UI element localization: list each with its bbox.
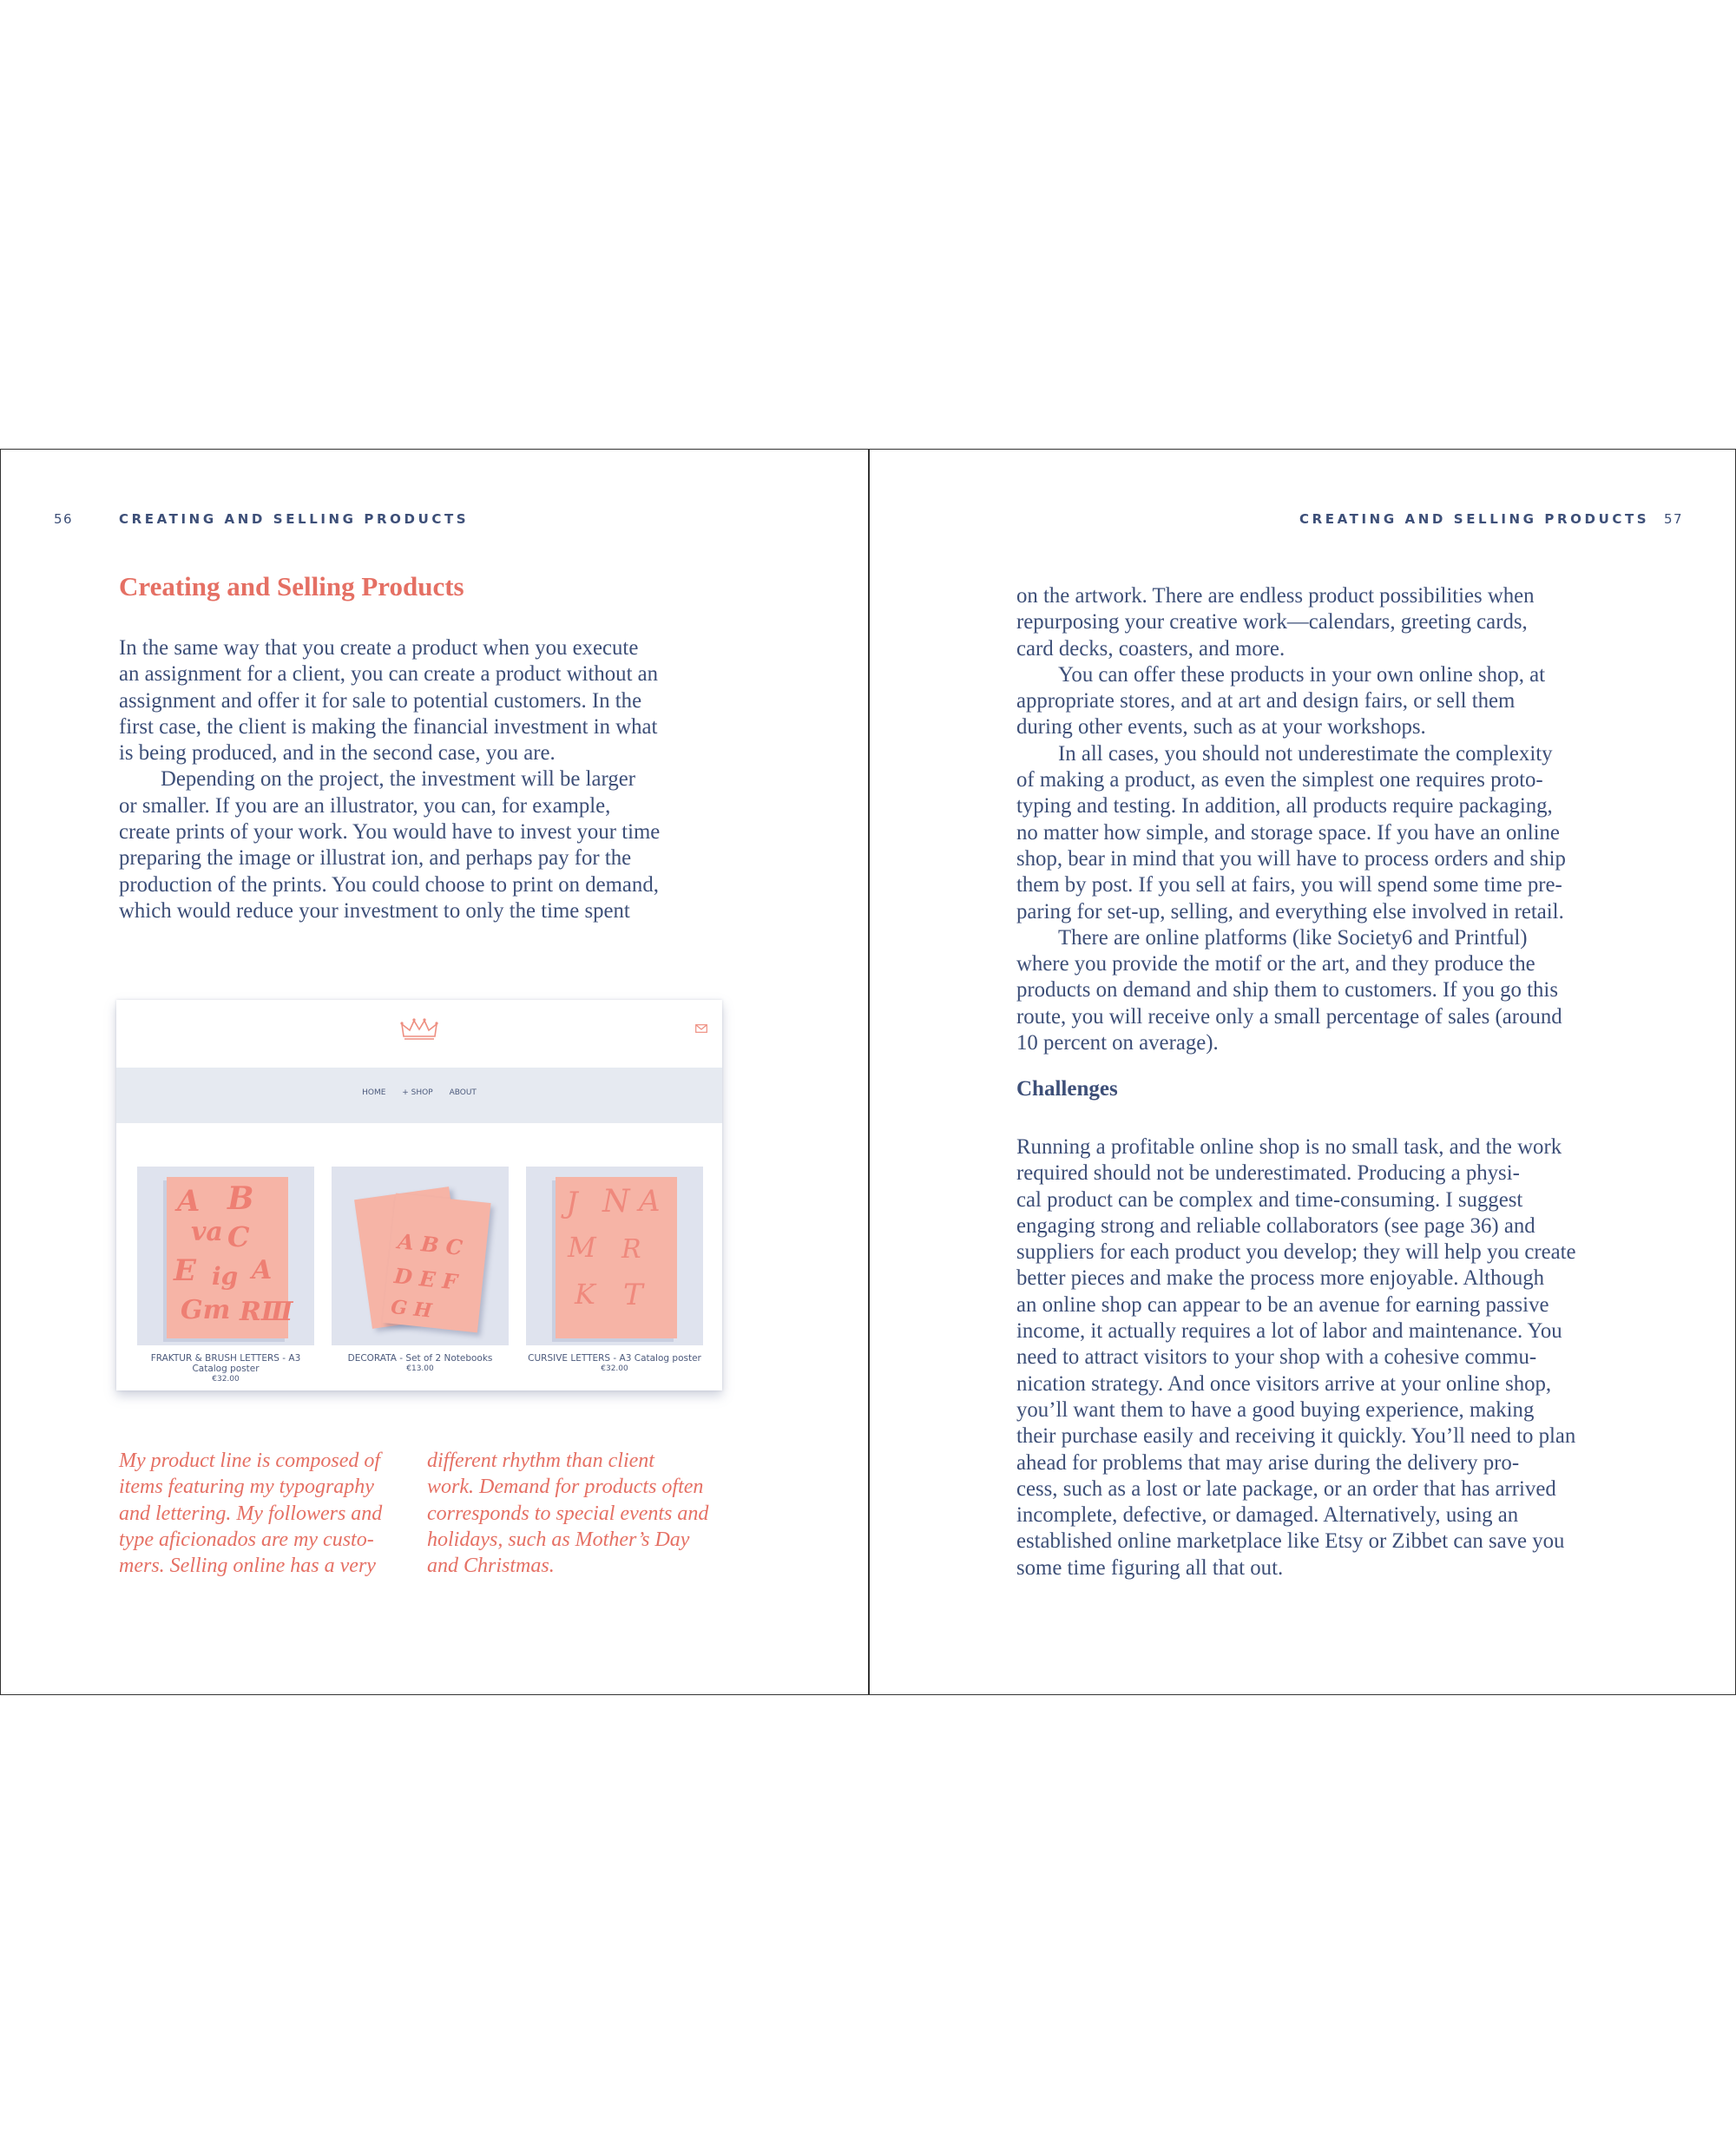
page-gutter bbox=[868, 450, 870, 1694]
product-cursive-label[interactable]: CURSIVE LETTERS - A3 Catalog poster €32.00 bbox=[528, 1353, 701, 1373]
mail-icon[interactable] bbox=[695, 1024, 707, 1033]
right-body-text bbox=[1016, 583, 1641, 1056]
right-paragraph-3: In all cases, you should not underestimate the complexity of making a product, as even the simplest one requires proto- typing and testing. In addition, all products require packaging, no matter how simple, and storage space. If you have an online shop, bear in mind that you will have to process orders and ship them by post. If you sell at fairs, you will spend some time pre- paring for set-up, selling, and everything else involved in retail. bbox=[1016, 741, 1566, 924]
nav-shop[interactable]: + SHOP bbox=[402, 1088, 433, 1097]
caption-column-2: different rhythm than client work. Demand for products often corresponds to special events and holidays, such as Mother’s Day and Christmas. bbox=[427, 1449, 709, 1578]
right-running-head: CREATING AND SELLING PRODUCTS bbox=[1299, 511, 1650, 527]
product-decorata-notebooks[interactable] bbox=[332, 1167, 509, 1345]
left-paragraph-2: Depending on the project, the investment will be larger or smaller. If you are an illustrator, you can, for example, create prints of your work. You would have to invest your time preparing the image or illustrat ion, and perhaps pay for the production of the prints. You could choose to print on demand, which would reduce your investment to only the time spent bbox=[119, 767, 661, 923]
left-page-number: 56 bbox=[54, 511, 74, 527]
product-fraktur-label[interactable]: FRAKTUR & BRUSH LETTERS - A3 Catalog poster €32.00 bbox=[150, 1353, 301, 1384]
nav-about[interactable]: ABOUT bbox=[449, 1088, 477, 1097]
right-paragraph-4: There are online platforms (like Society6 and Printful) where you provide the motif or the art, and they produce the products on demand and ship them to customers. If you go this route, you will receive only a small percentage of sales (around 10 percent on average). bbox=[1016, 925, 1562, 1055]
nav-home[interactable]: HOME bbox=[362, 1088, 386, 1097]
left-paragraph-1: In the same way that you create a product when you execute an assignment for a client, you can create a product without an assignment and offer it for sale to potential customers. In the first case, the client is making the financial investment in what is being produced, and in the second case, you are. bbox=[119, 636, 659, 766]
left-body-text bbox=[119, 635, 744, 924]
book-spread bbox=[0, 449, 1736, 1695]
online-shop-screenshot bbox=[116, 1000, 722, 1390]
chapter-title: Creating and Selling Products bbox=[119, 571, 464, 601]
caption-column-1: My product line is composed of items featuring my typography and lettering. My followers and type aficionados are my custo- mers. Selling online has a very bbox=[119, 1449, 383, 1578]
product-fraktur-poster[interactable] bbox=[137, 1167, 314, 1345]
crown-logo-icon bbox=[400, 1017, 438, 1042]
challenges-body-text bbox=[1016, 1134, 1641, 1581]
shop-nav-bar bbox=[116, 1068, 722, 1123]
product-cursive-poster[interactable] bbox=[526, 1167, 703, 1345]
poster-image: J N A M R K T bbox=[556, 1177, 677, 1338]
right-paragraph-1: on the artwork. There are endless product possibilities when repurposing your creative work—calendars, greeting cards, card decks, coasters, and more. bbox=[1016, 584, 1535, 661]
right-paragraph-2: You can offer these products in your own online shop, at appropriate stores, and at art and design fairs, or sell them during other events, such as at your workshops. bbox=[1016, 662, 1546, 740]
challenges-paragraph: Running a profitable online shop is no small task, and the work required should not be underestimated. Producing a physi- cal product can be complex and time-consuming. I suggest engaging strong and reliable collaborators (see page 36) and suppliers for each product you develop; they will help you create better pieces and make the process more enjoyable. Although an online shop can appear to be an avenue for earning passive income, it actually requires a lot of labor and maintenance. You need to attract visitors to your shop with a cohesive commu- nication strategy. And once visitors arrive at your online shop, you’ll want them to have a good buying experience, making their purchase easily and receiving it quickly. You’ll need to plan ahead for problems that may arise during the delivery pro- cess, such as a lost or late package, or an order that has arrived incomplete, defective, or damaged. Alternatively, using an established online marketplace like Etsy or Zibbet can save you some time figuring all that out. bbox=[1016, 1135, 1576, 1580]
product-decorata-label[interactable]: DECORATA - Set of 2 Notebooks €13.00 bbox=[347, 1353, 493, 1373]
section-title-challenges: Challenges bbox=[1016, 1077, 1118, 1101]
right-page-number: 57 bbox=[1664, 511, 1684, 527]
poster-image: A B va C E ig A Gm RⅢ bbox=[167, 1177, 288, 1338]
left-running-head: CREATING AND SELLING PRODUCTS bbox=[119, 511, 470, 527]
notebook-front: A B C D E F G H bbox=[382, 1193, 490, 1333]
